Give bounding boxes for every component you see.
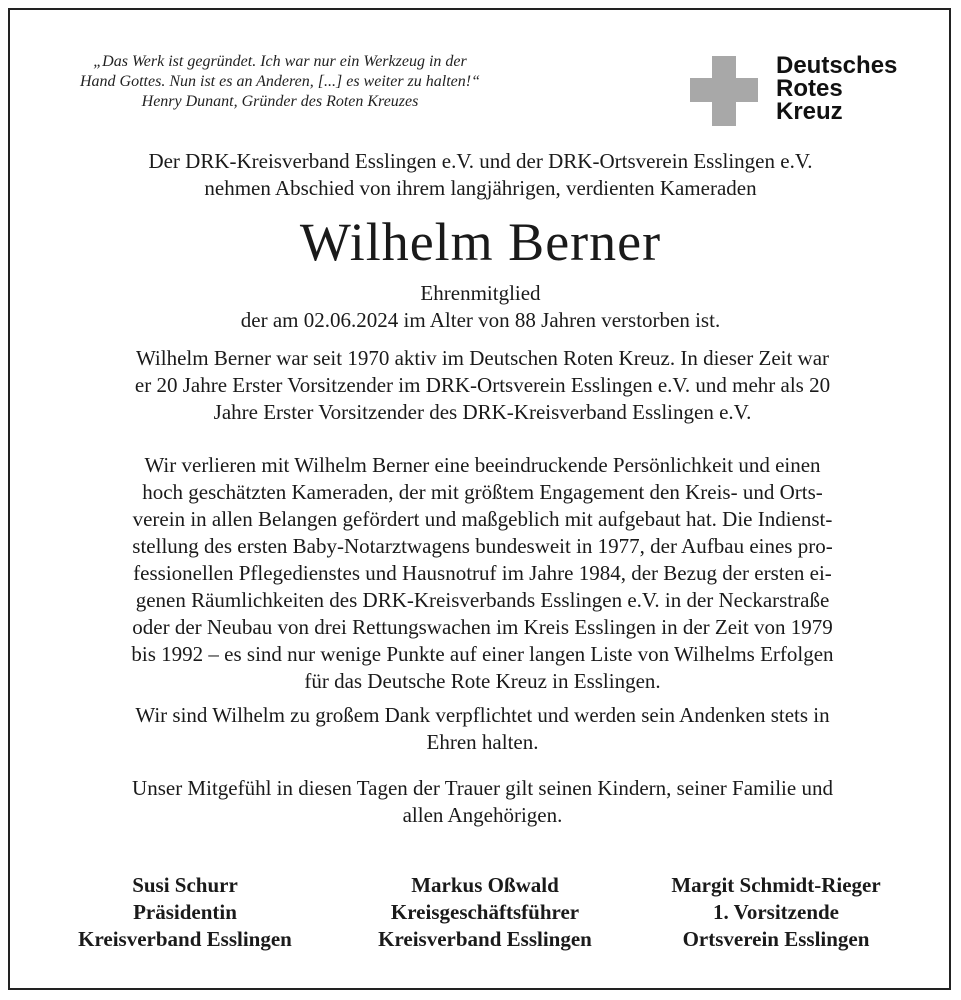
signatory-name: Susi Schurr (132, 873, 238, 897)
intro-line: Der DRK-Kreisverband Esslingen e.V. und der DRK-Ortsverein Esslingen e.V. (148, 149, 813, 173)
paragraph-line: fessionellen Pflegedienstes und Hausnotruf im Jahre 1984, der Bezug der ersten ei- (133, 561, 832, 585)
signatory-role: Kreisgeschäftsführer (390, 900, 580, 924)
paragraph-line: Jahre Erster Vorsitzender des DRK-Kreisverband Esslingen e.V. (213, 400, 752, 424)
paragraph-achievements (50, 452, 915, 695)
paragraph-career (50, 345, 915, 426)
paragraph-line: Unser Mitgefühl in diesen Tagen der Trauer gilt seinen Kindern, seiner Familie und (132, 776, 833, 800)
paragraph-line: Wir sind Wilhelm zu großem Dank verpflichtet und werden sein Andenken stets in (135, 703, 830, 727)
paragraph-line: genen Räumlichkeiten des DRK-Kreisverbands Esslingen e.V. in der Neckarstraße (135, 588, 830, 612)
quote-attribution: Henry Dunant, Gründer des Roten Kreuzes (141, 93, 419, 110)
paragraph-condolences (50, 775, 915, 829)
paragraph-line: stellung des ersten Baby-Notarztwagens bundesweit in 1977, der Aufbau eines pro- (132, 534, 833, 558)
deceased-name: Wilhelm Berner (299, 212, 662, 272)
paragraph-line: Ehren halten. (426, 730, 539, 754)
quote-line: Hand Gottes. Nun ist es an Anderen, [...] es weiter zu halten!“ (80, 73, 480, 90)
honorary-title: Ehrenmitglied (420, 281, 541, 305)
death-line: der am 02.06.2024 im Alter von 88 Jahren verstorben ist. (240, 308, 721, 332)
deceased-details (0, 280, 961, 334)
red-cross-icon-bar (690, 78, 758, 102)
signature-block (35, 872, 335, 953)
signature-block (626, 872, 926, 953)
paragraph-line: oder der Neubau von drei Rettungswachen im Kreis Esslingen in der Zeit von 1979 (132, 615, 833, 639)
quote-line: „Das Werk ist gegründet. Ich war nur ein Werkzeug in der (93, 53, 467, 70)
paragraph-line: für das Deutsche Rote Kreuz in Esslingen. (304, 669, 661, 693)
intro-text (0, 148, 961, 202)
signatory-org: Kreisverband Esslingen (78, 927, 292, 951)
logo-line: Kreuz (776, 98, 843, 125)
paragraph-line: bis 1992 – es sind nur wenige Punkte auf einer langen Liste von Wilhelms Erfolgen (131, 642, 834, 666)
paragraph-line: Wir verlieren mit Wilhelm Berner eine beeindruckende Persönlichkeit und einen (144, 453, 821, 477)
logo-line: Rotes (776, 75, 843, 102)
logo-wordmark (776, 54, 897, 123)
intro-line: nehmen Abschied von ihrem langjährigen, verdienten Kameraden (204, 176, 757, 200)
signatory-org: Kreisverband Esslingen (378, 927, 592, 951)
signatory-name: Margit Schmidt-Rieger (671, 873, 881, 897)
paragraph-line: Wilhelm Berner war seit 1970 aktiv im Deutschen Roten Kreuz. In dieser Zeit war (135, 346, 830, 370)
signatory-role: Präsidentin (133, 900, 237, 924)
signatory-role: 1. Vorsitzende (713, 900, 839, 924)
signatory-name: Markus Oßwald (411, 873, 559, 897)
signature-block (335, 872, 635, 953)
signatory-org: Ortsverein Esslingen (682, 927, 870, 951)
paragraph-line: hoch geschätzten Kameraden, der mit größtem Engagement den Kreis- und Orts- (142, 480, 823, 504)
logo-line: Deutsches (776, 52, 898, 79)
dunant-quote (40, 52, 520, 112)
paragraph-line: allen Angehörigen. (402, 803, 563, 827)
paragraph-gratitude (50, 702, 915, 756)
paragraph-line: verein in allen Belangen gefördert und maßgeblich mit aufgebaut hat. Die Indienst- (132, 507, 833, 531)
drk-logo (690, 52, 920, 128)
paragraph-line: er 20 Jahre Erster Vorsitzender im DRK-Ortsverein Esslingen e.V. und mehr als 20 (134, 373, 831, 397)
